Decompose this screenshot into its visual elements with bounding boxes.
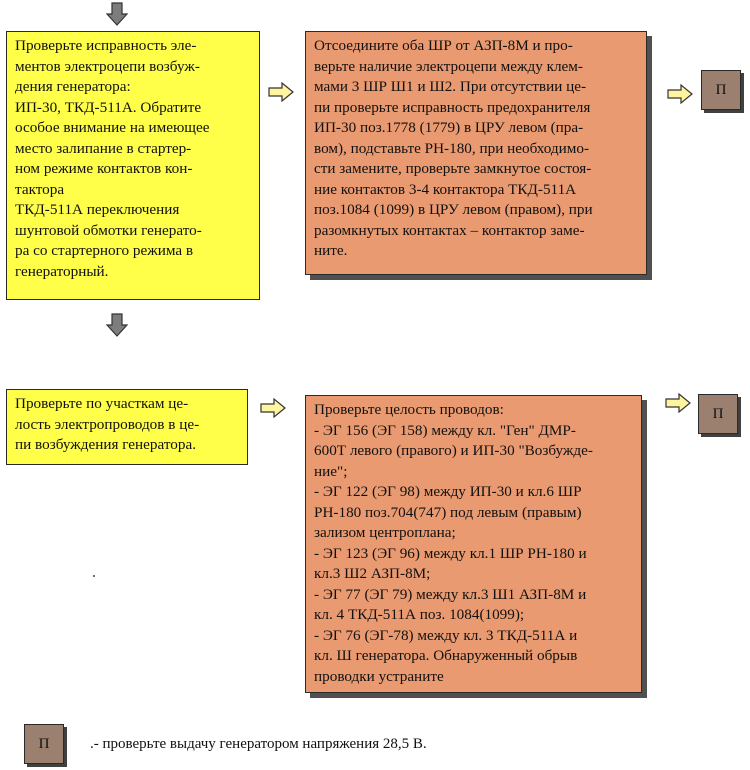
p-reference-box: П	[701, 70, 741, 110]
right-arrow-icon	[268, 82, 294, 102]
stray-dot	[93, 575, 95, 577]
step-check-excitation-elements: Проверьте исправность эле- ментов электроцепи возбуж- дения генератора: ИП-30, ТКД-511А. Обратите особое внимание на имеющее место залипание в стартер- ном режиме контактов кон- тактора ТКД-511А переключения шунтовой обмотки генерато- ра со стартерного режима в генераторный.	[6, 31, 260, 300]
p-reference-box: П	[698, 394, 738, 434]
legend-text: .- проверьте выдачу генератором напряжения 28,5 В.	[90, 736, 427, 752]
legend-p-box: П	[24, 724, 64, 764]
step-disconnect-shr-check-circuit: Отсоедините оба ШР от АЗП-8М и про- верьте наличие электроцепи между клем- мами 3 ШР Ш1 и Ш2. При отсутствии це- пи проверьте исправность предохранителя ИП-30 поз.1778 (1779) в ЦРУ левом (пра- вом), подставьте РН-180, при необходимо- сти замените, проверьте замкнутое состоя- ние контактов 3-4 контактора ТКД-511А поз.1084 (1099) в ЦРУ левом (правом), при разомкнутых контактах – контактор заме- ните.	[305, 31, 647, 275]
right-arrow-icon	[260, 398, 286, 418]
right-arrow-icon	[667, 84, 693, 104]
right-arrow-icon	[665, 393, 691, 413]
step-check-wiring-sections: Проверьте по участкам це- лость электропроводов в це- пи возбуждения генератора.	[6, 389, 248, 465]
step-check-wire-integrity: Проверьте целость проводов: - ЭГ 156 (ЭГ 158) между кл. "Ген" ДМР- 600Т левого (правого) и ИП-30 "Возбужде- ние"; - ЭГ 122 (ЭГ 98) между ИП-30 и кл.6 ШР РН-180 поз.704(747) под левым (правым) зализом центроплана; - ЭГ 123 (ЭГ 96) между кл.1 ШР РН-180 и кл.3 Ш2 АЗП-8М; - ЭГ 77 (ЭГ 79) между кл.3 Ш1 АЗП-8М и кл. 4 ТКД-511А поз. 1084(1099); - ЭГ 76 (ЭГ-78) между кл. 3 ТКД-511А и кл. Ш генератора. Обнаруженный обрыв проводки устраните	[305, 395, 642, 693]
down-arrow-icon	[106, 313, 128, 337]
down-arrow-icon	[106, 2, 128, 26]
